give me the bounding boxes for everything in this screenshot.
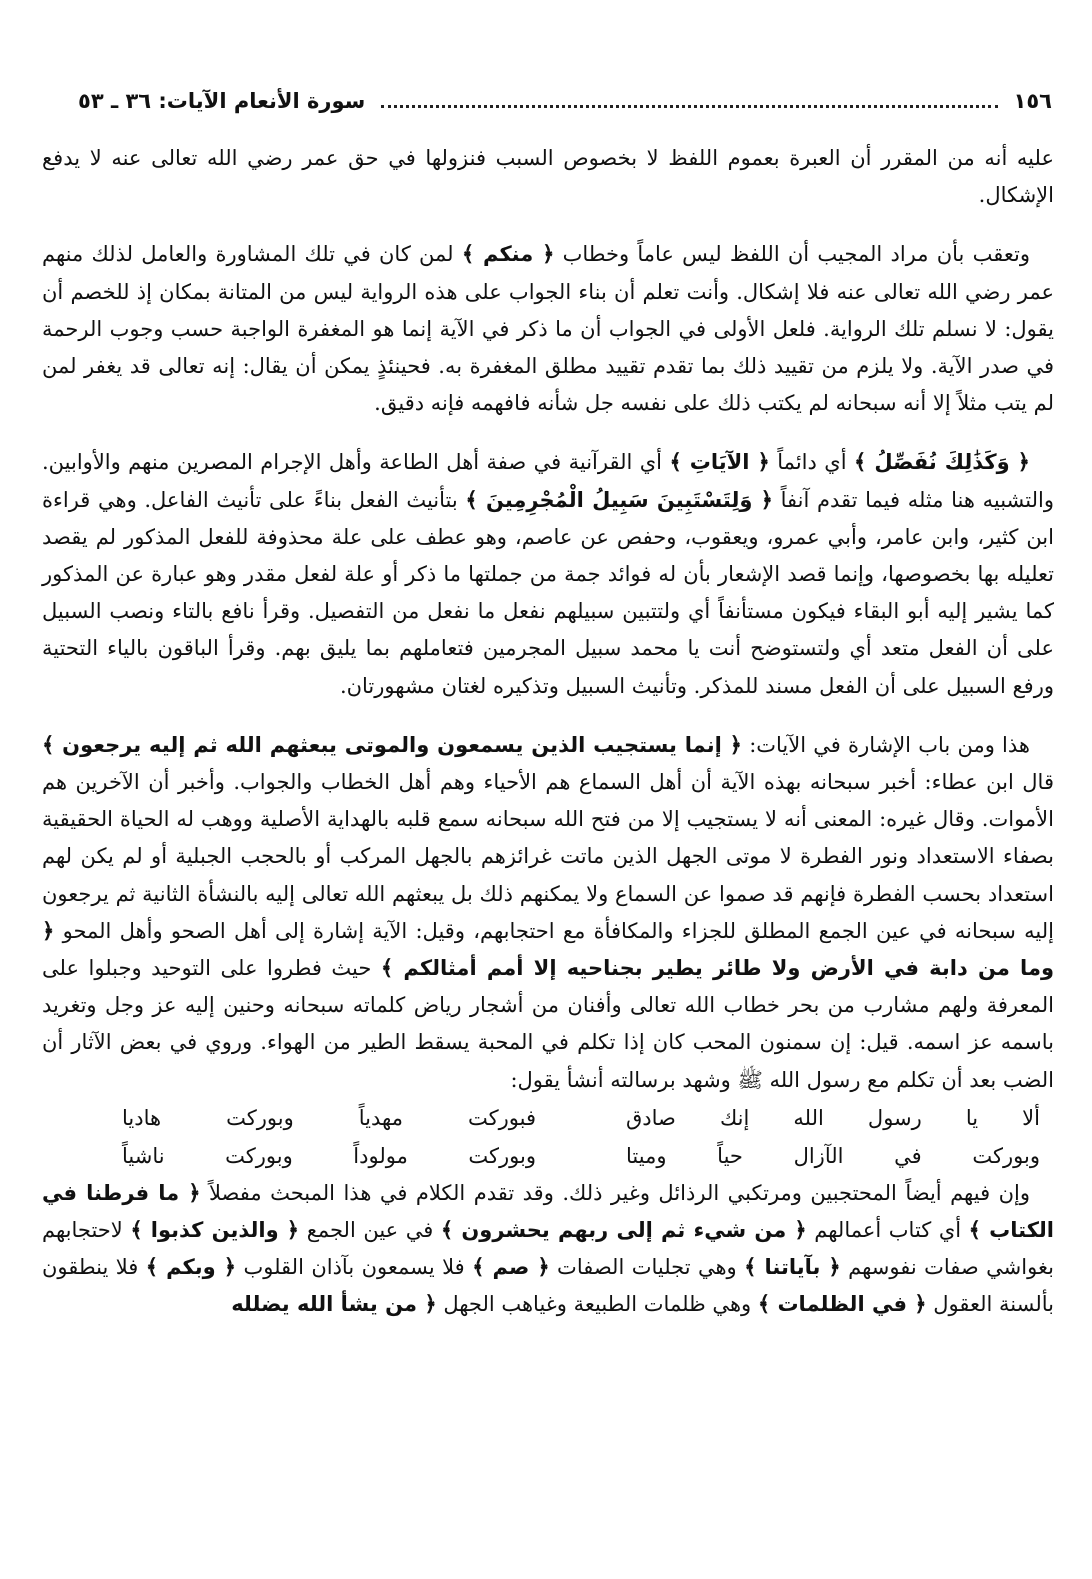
quran-quote: ﴿ بآياتنا ﴾ [744,1255,841,1280]
text-run: قال ابن عطاء: أخبر سبحانه بهذه الآية أن أهل السماع هم الأحياء وهم أهل الخطاب والجواب. وأخبر أن الآخرين هم الأموات. وقال غيره: المعنى أنه لا يستجيب إلا من فتح الله سبحانه سمع قلبه بالهداية الأصلية ووهب له الحياة الحقيقية بصفاء الاستعداد ونور الفطرة لا موتى الجهل الذين ماتت غرائزهم بالجهل المركب أو بالحجب الجبلية أو لم يكن لهم استعداد بحسب الفطرة فإنهم قد صموا عن السماع ولا يمكنهم ذلك بل يبعثهم الله تعالى إليه بالنشأة الثانية ثم يرجعون إليه سبحانه في عين الجمع المطلق للجزاء والمكافأة مع احتجابهم، وقيل: الآية إشارة إلى أهل الصحو وأهل المحو [42,770,1054,943]
verse-line: وبوركت في الآزال حياً وميتا [626,1143,1040,1168]
text-run: هذا ومن باب الإشارة في الآيات: [749,732,1030,757]
quran-quote: ﴿ من يشأ الله يضلله [231,1292,437,1317]
text-run: فلا ينطقون بألسنة العقول [42,1255,1054,1317]
quran-quote: ﴿ في الظلمات ﴾ [757,1292,927,1317]
poem-verses [42,1099,1054,1175]
quran-quote: ﴿ منكم ﴾ [461,242,555,267]
running-title: سورة الأنعام الآيات: ٣٦ ـ ٥٣ [78,89,366,113]
quran-quote: ﴿ وما من دابة في الأرض ولا طائر يطير بجناحيه إلا أمم أمثالكم ﴾ [42,918,1054,981]
verse-line: وبوركت مولوداً وبوركت ناشياً [122,1143,536,1168]
quran-quote: ﴿ والذين كذبوا ﴾ [130,1218,300,1243]
verse-line: فبوركت مهدياً وبوركت هاديا [122,1105,536,1130]
quran-quote: ﴿ صم ﴾ [472,1255,550,1280]
text-run: أي دائماً [777,450,847,475]
paragraph-5 [42,1175,1054,1324]
text-run: أي كتاب أعمالهم [814,1218,962,1243]
text-run: في عين الجمع [306,1218,434,1243]
paragraph-3 [42,444,1054,704]
header-dotted-leader [381,105,997,108]
text-run: فلا يسمعون بآذان القلوب [243,1255,465,1280]
quran-quote: ﴿ الآيَاتِ ﴾ [669,450,770,475]
paragraph-2 [42,236,1054,422]
text-run: وتعقب بأن مراد المجيب أن اللفظ ليس عاماً وخطاب [562,242,1030,267]
quran-quote: ﴿ إنما يستجيب الذين يسمعون والموتى يبعثهم الله ثم إليه يرجعون ﴾ [42,732,742,757]
page-body [42,140,1054,1324]
quran-quote: ﴿ من شيء ثم إلى ربهم يحشرون ﴾ [440,1218,807,1243]
quran-quote: ﴿ وَكَذَٰلِكَ نُفَصِّلُ ﴾ [853,450,1030,475]
page-number: ١٥٦ [1013,89,1052,113]
verse-line: ألا يا رسول الله إنك صادق [626,1105,1040,1130]
paragraph-1: عليه أنه من المقرر أن العبرة بعموم اللفظ لا بخصوص السبب فنزولها في حق عمر رضي الله تعالى عنه لا يدفع الإشكال. [42,146,1054,208]
text-run: أي القرآنية في صفة أهل الطاعة وأهل الإجرام المصرين منهم والأوابين. والتشبيه هنا مثله فيما تقدم آنفاً [42,450,1054,512]
text-run: لمن كان في تلك المشاورة والعامل لذلك منهم عمر رضي الله تعالى عنه فلا إشكال. وأنت تعلم أن بناء الجواب على هذه الرواية ليس من المتانة بمكان إذ للخصم أن يقول: لا نسلم تلك الرواية. فلعل الأولى في الجواب أن ما ذكر في الآية إنما هو المغفرة الواجبة حسب وجوب الرحمة في صدر الآية. ولا يلزم من تقييد ذلك بما تقدم تقييد مطلق المغفرة به. فحينئذٍ يمكن أن يقال: إنه تعالى قد يغفر لمن لم يتب مثلاً إلا أنه سبحانه لم يكتب ذلك على نفسه جل شأنه فافهمه فإنه دقيق. [42,242,1054,416]
text-run: وهي تجليات الصفات [557,1255,737,1280]
quran-quote: ﴿ ما فرطنا في الكتاب ﴾ [42,1180,1054,1243]
quran-quote: ﴿ وبكم ﴾ [145,1255,237,1280]
text-run: بتأنيث الفعل بناءً على تأنيث الفاعل. وهي قراءة ابن كثير، وابن عامر، وأبي عمرو، ويعقوب، وحفص عن عاصم، وهو عطف على علة محذوفة للفعل المذكور لم يقصد تعليله بها بخصوصها، وإنما قصد الإشعار بأن له فوائد جمة من جملتها ما ذكر أو علة لفعل مقدر وهو عبارة عن المذكور كما يشير إليه أبو البقاء فيكون مستأنفاً أي ولتتبين سبيلهم نفعل ما نفعل من التفصيل. وقرأ نافع بالتاء ونصب السبيل على أن الفعل متعد أي ولتستوضح أنت يا محمد سبيل المجرمين فتعاملهم بما يليق بهم. وقرأ الباقون بالياء التحتية ورفع السبيل على أن الفعل مسند للمذكر. وتأنيث السبيل وتذكيره لغتان مشهورتان. [42,487,1054,698]
quran-quote: ﴿ وَلِتَسْتَبِينَ سَبِيلُ الْمُجْرِمِينَ ﴾ [465,487,773,512]
paragraph-4 [42,727,1054,1099]
text-run: حيث فطروا على التوحيد وجبلوا على المعرفة ولهم مشارب من بحر خطاب الله تعالى وأفنان من أشجار رياض كلماته سبحانه وحنين إليه عز وجل وتغريد باسمه عز اسمه. قيل: إن سمنون المحب كان إذا تكلم في المحبة يسقط الطير من الهواء. وروي في بعض الآثار أن الضب بعد أن تكلم مع رسول الله ﷺ وشهد برسالته أنشأ يقول: [42,956,1054,1092]
text-run: وهي ظلمات الطبيعة وغياهب الجهل [443,1292,752,1317]
text-run: لاحتجابهم بغواشي صفات نفوسهم [42,1218,1054,1280]
text-run: وإن فيهم أيضاً المحتجبين ومرتكبي الرذائل وغير ذلك. وقد تقدم الكلام في هذا المبحث مفصلاً [209,1180,1030,1205]
running-header [78,84,1052,118]
